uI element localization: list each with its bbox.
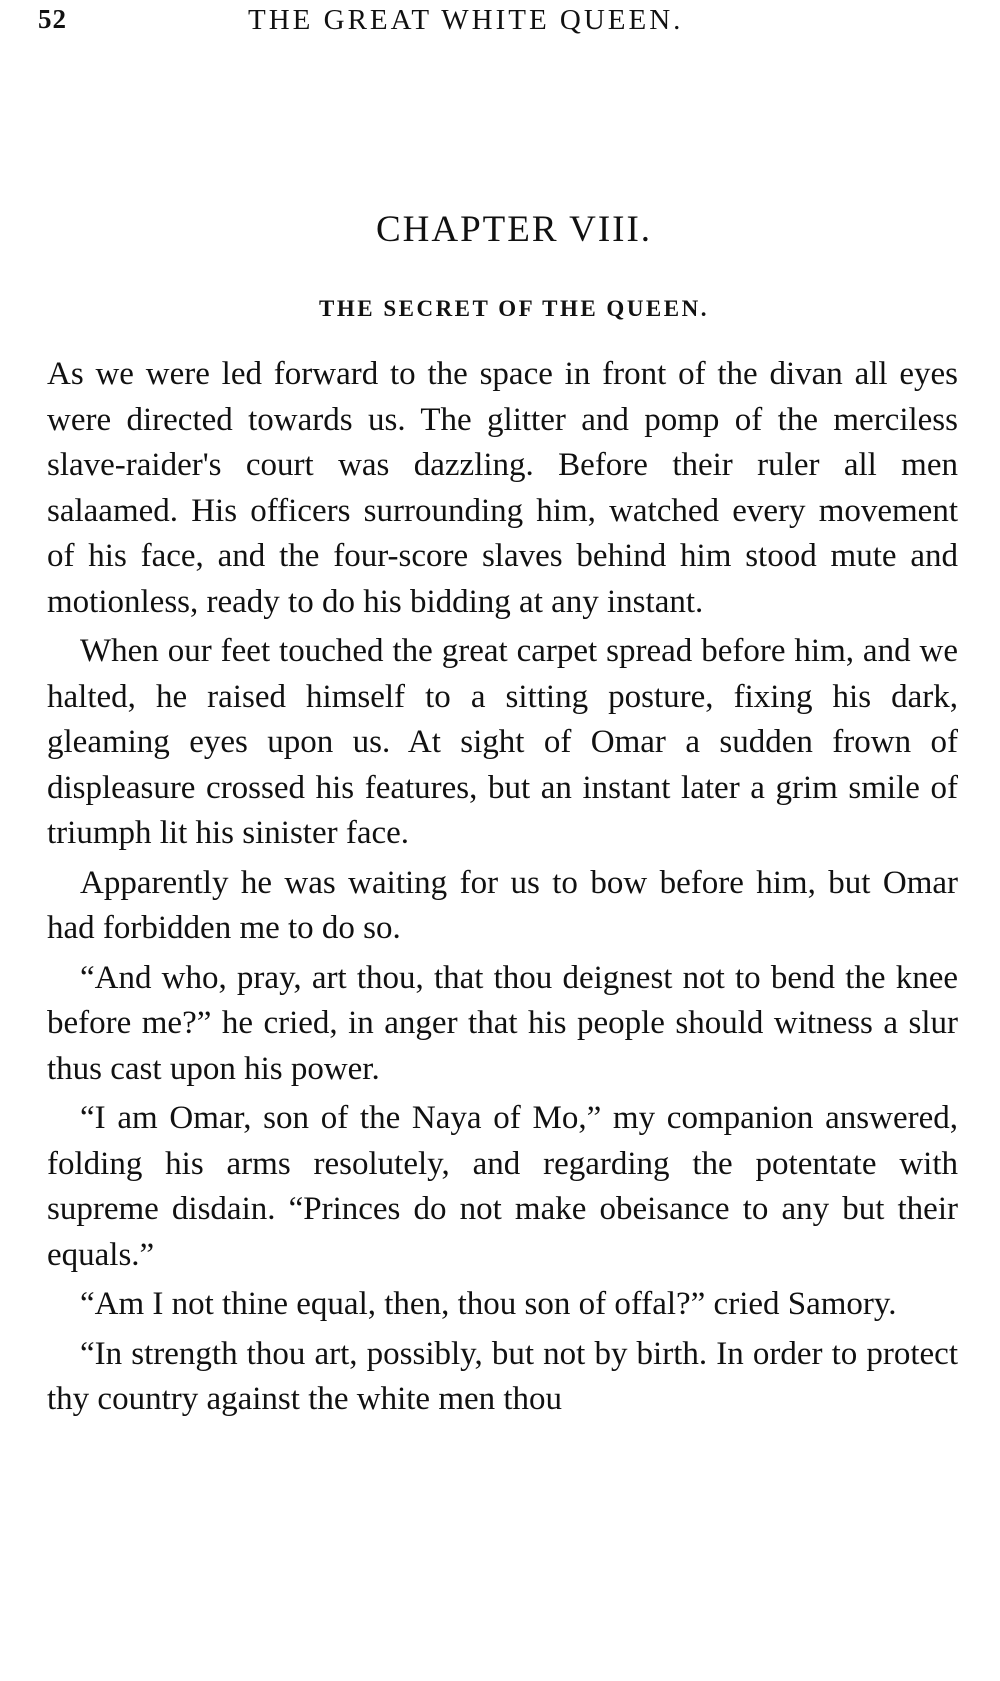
page-number: 52 xyxy=(38,4,67,34)
paragraph: Apparently he was waiting for us to bow before him, but Omar had forbidden me to do so. xyxy=(47,864,958,946)
chapter-title: CHAPTER VIII. xyxy=(375,209,653,250)
paragraph: “In strength thou art, possibly, but not by birth. In order to protect thy country against the white men thou xyxy=(47,1335,958,1417)
body-text xyxy=(47,352,958,1427)
running-head xyxy=(38,4,958,44)
paragraph: “And who, pray, art thou, that thou deignest not to bend the knee before me?” he cried, in anger that his people should witness a slur thus cast upon his power. xyxy=(47,959,958,1087)
chapter-subtitle: THE SECRET OF THE QUEEN. xyxy=(319,296,709,321)
running-title: THE GREAT WHITE QUEEN. xyxy=(248,4,684,36)
paragraph: When our feet touched the great carpet spread before him, and we halted, he raised himself to a sitting posture, fixing his dark, gleaming eyes upon us. At sight of Omar a sudden frown of displeasure crossed his features, but an instant later a grim smile of triumph lit his sinister face. xyxy=(47,633,958,851)
paragraph: “Am I not thine equal, then, thou son of offal?” cried Samory. xyxy=(80,1286,897,1322)
paragraph: As we were led forward to the space in front of the divan all eyes were directed towards us. The glitter and pomp of the merciless slave-raider's court was dazzling. Before their ruler all men salaamed. His officers surrounding him, watched every movement of his face, and the four-score slaves behind him stood mute and motionless, ready to do his bidding at any instant. xyxy=(47,356,958,620)
paragraph: “I am Omar, son of the Naya of Mo,” my companion answered, folding his arms resolutely, and regarding the potentate with supreme disdain. “Princes do not make obeisance to any but their equals.” xyxy=(47,1100,958,1273)
